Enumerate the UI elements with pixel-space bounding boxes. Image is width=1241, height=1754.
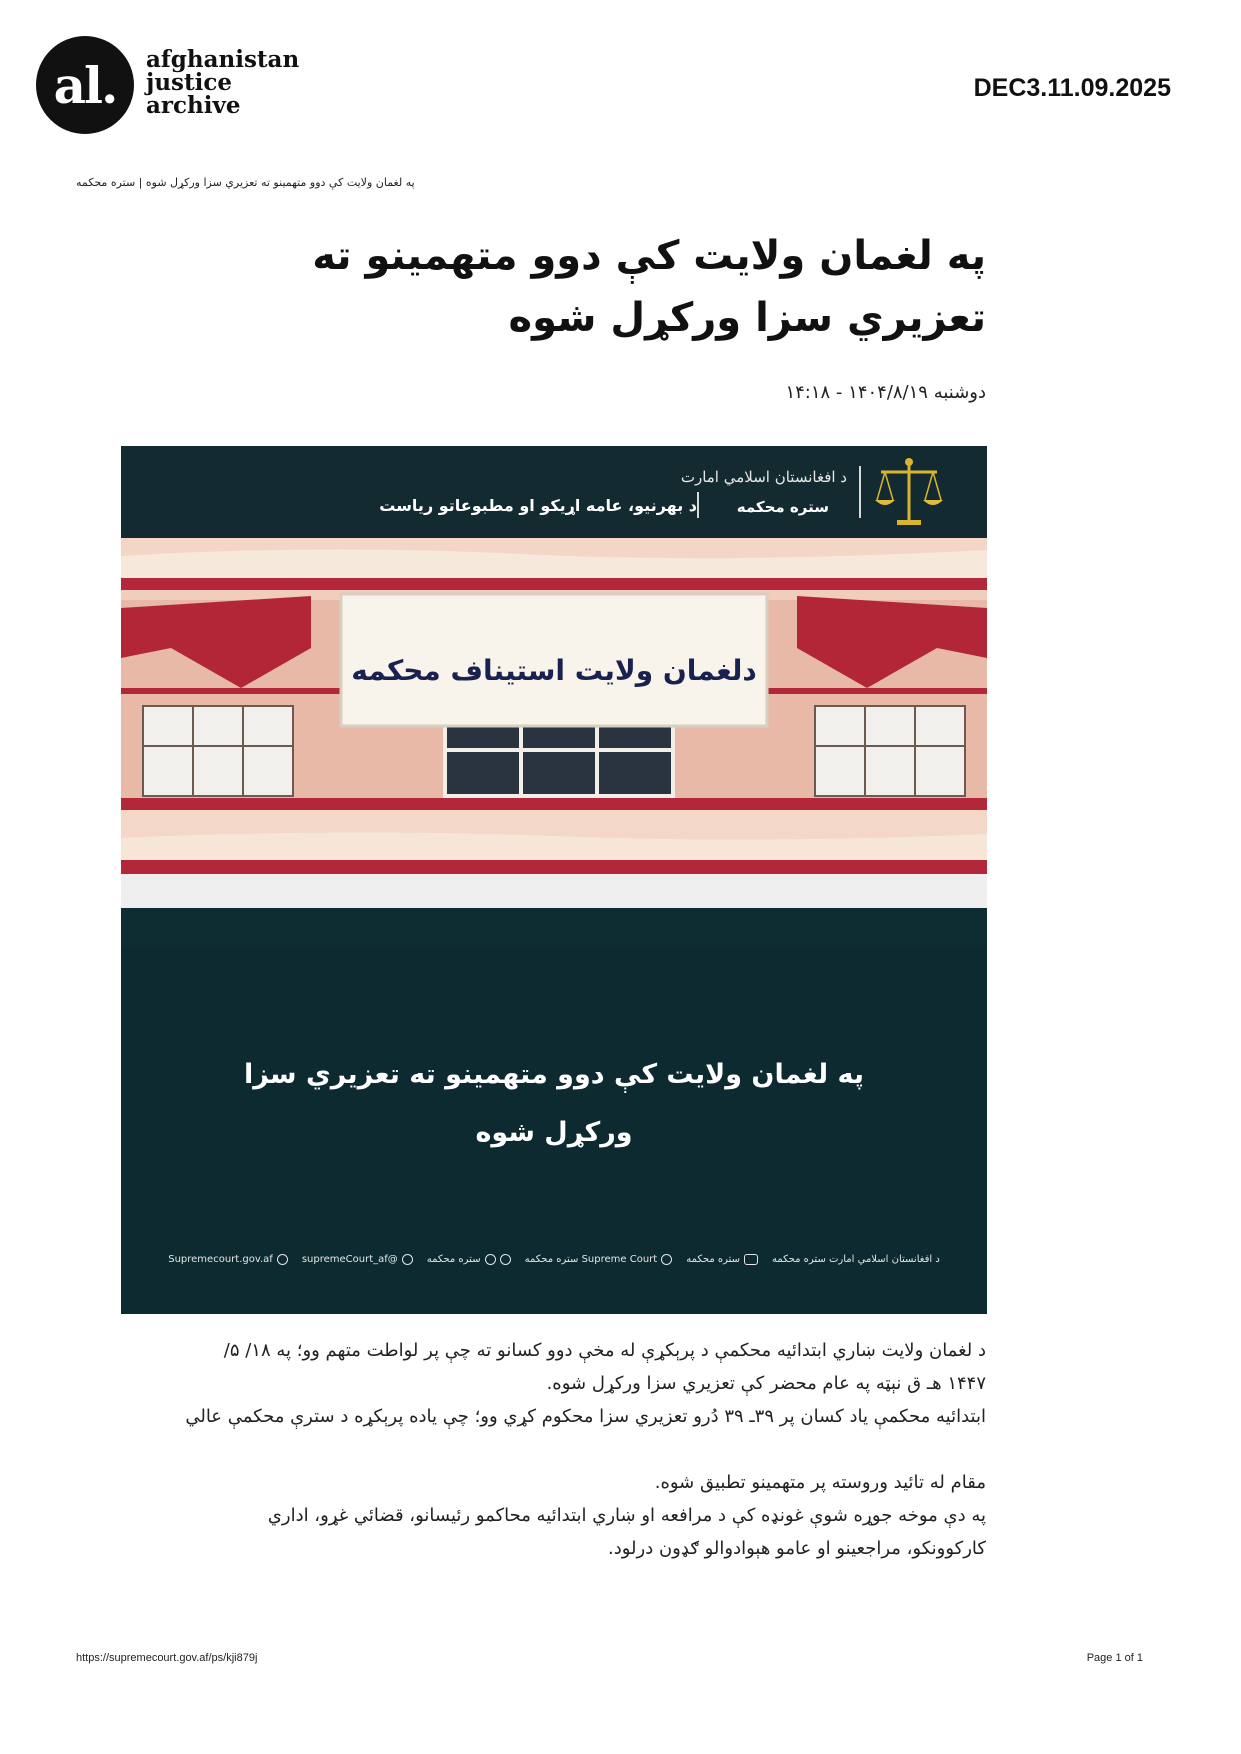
paragraph-gap	[116, 1433, 986, 1466]
image-title-line: ورکړل شوه	[475, 1117, 633, 1148]
body-line: مقام له تائید وروسته پر متهمینو تطبیق شوه.	[654, 1472, 986, 1493]
source-url: https://supremecourt.gov.af/ps/kji879j	[76, 1652, 258, 1664]
image-caption-panel	[121, 946, 987, 1314]
body-line: ابتدائیه محکمې یاد کسان پر ۳۹ـ ۳۹ دُرو تعزیري سزا محکوم کړي وو؛ چې یاده پرېکړه د سترې محکمې عالي	[185, 1406, 986, 1427]
scales-of-justice-icon	[871, 456, 947, 530]
emirate-label: د افغانستان اسلامي امارت	[680, 468, 847, 486]
youtube-icon	[744, 1254, 758, 1265]
body-line: ۱۴۴۷ هـ ق نېټه په عام محضر کې تعزیري سزا ورکړل شوه.	[546, 1373, 986, 1394]
facebook-icon	[661, 1254, 672, 1265]
court-sign-text: دلغمان ولایت استیناف محکمه	[351, 654, 757, 687]
page-number: Page 1 of 1	[1086, 1652, 1143, 1664]
banner-divider	[859, 466, 861, 518]
image-social-footer	[121, 1254, 987, 1265]
website-item: Supremecourt.gov.af	[168, 1254, 288, 1265]
telegram-icon	[500, 1254, 511, 1265]
x-item: @supremeCourt_af	[302, 1254, 413, 1265]
telegram-item: ستره محکمه	[427, 1254, 511, 1265]
article-body	[116, 1334, 986, 1565]
court-building-photo	[121, 538, 987, 908]
document-code: DEC3.11.09.2025	[973, 74, 1171, 102]
youtube-item: ستره محکمه	[686, 1254, 758, 1265]
archive-logo-mark: al.	[36, 36, 134, 134]
article-date: دوشنبه ۱۴۰۴/۸/۱۹ - ۱۴:۱۸	[785, 382, 986, 403]
globe-icon	[277, 1254, 288, 1265]
article-title: په لغمان ولایت کې دوو متهمینو ته تعزیري سزا ورکړل شوه	[312, 233, 986, 341]
whatsapp-icon	[485, 1254, 496, 1265]
breadcrumb: په لغمان ولایت کې دوو متهمینو ته تعزیري سزا ورکړل شوه | ستره محکمه	[76, 176, 415, 189]
image-title-line: په لغمان ولایت کې دوو متهمینو ته تعزیري سزا	[243, 1059, 865, 1090]
logo-line: justice	[146, 69, 232, 96]
emirate-court-label: د افغانستان اسلامي امارت ستره محکمه	[772, 1254, 940, 1265]
body-line: په دې موخه جوړه شوې غونډه کې د مرافعه او ښاري ابتدائیه محاکمو رئیسانو، قضائي غړو، اداري	[267, 1505, 986, 1526]
banner-divider	[697, 492, 699, 518]
archive-logo-text	[146, 48, 299, 117]
logo-line: afghanistan	[146, 46, 300, 73]
image-banner	[121, 446, 987, 538]
x-icon	[402, 1254, 413, 1265]
logo-line: archive	[146, 92, 241, 119]
facebook-item: Supreme Court ستره محکمه	[525, 1254, 673, 1265]
image-title	[121, 1046, 987, 1162]
article-image	[121, 446, 987, 1314]
court-label: ستره محکمه	[736, 498, 829, 516]
presidency-label: د بهرنیو، عامه اړیکو او مطبوعاتو ریاست	[379, 496, 697, 515]
body-line: د لغمان ولایت ښاري ابتدائیه محکمې د پرېکړې له مخې دوو کسانو ته چې پر لواطت متهم وو؛ په ۱۸/ ۵/	[223, 1340, 986, 1361]
body-line: کارکوونکو، مراجعینو او عامو هېوادوالو ګډون درلود.	[608, 1538, 986, 1559]
